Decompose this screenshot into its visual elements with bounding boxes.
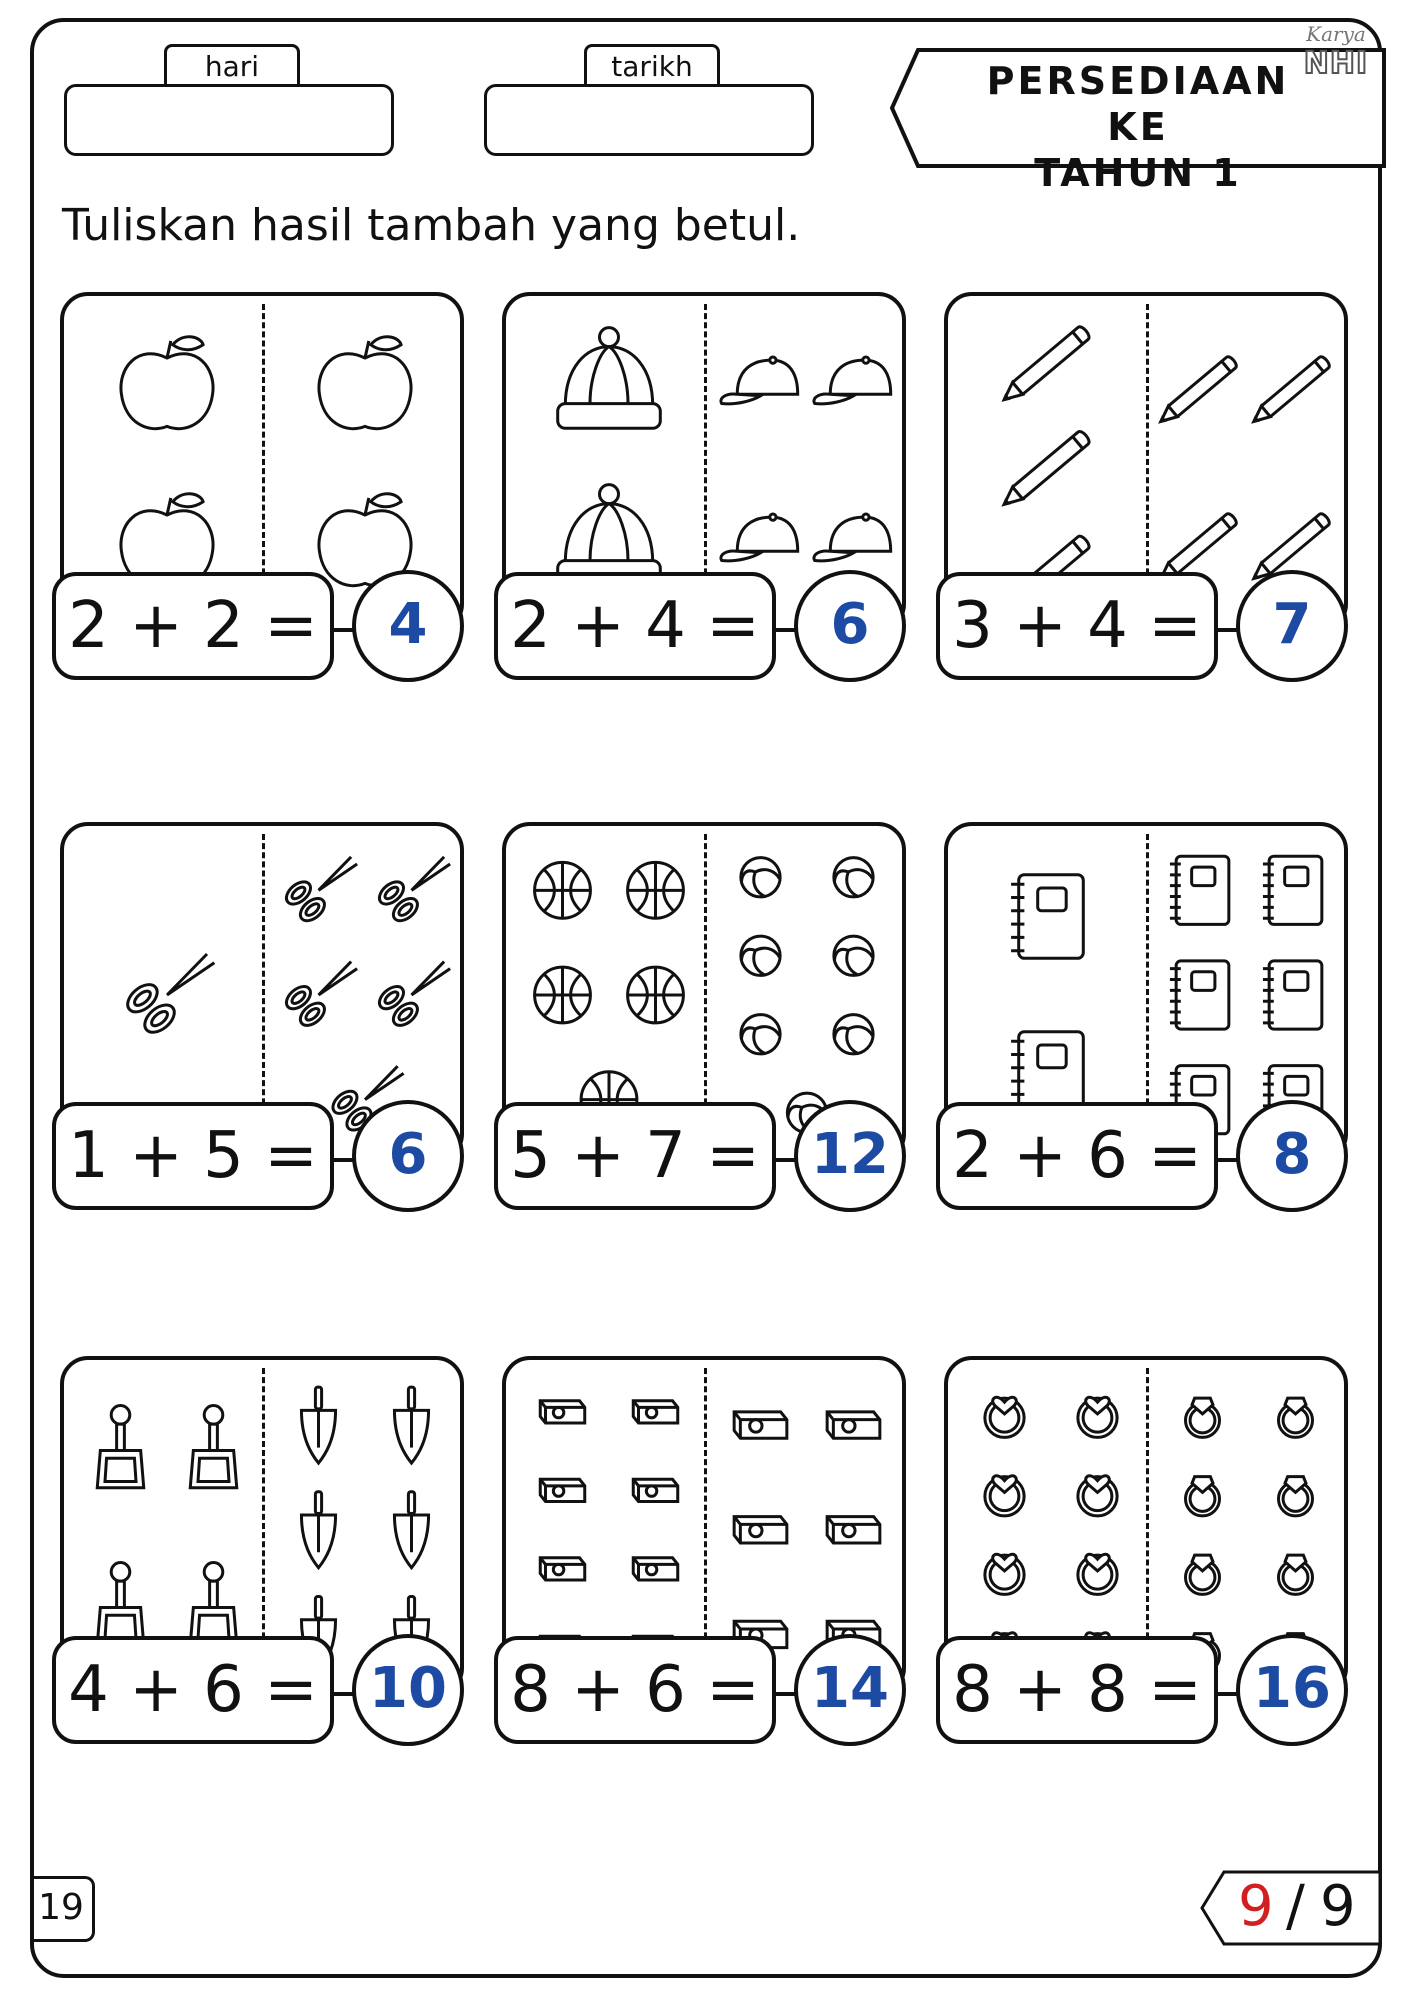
sharpener-icon <box>540 1558 584 1580</box>
diamond-ring-icon <box>1185 1477 1219 1516</box>
page-number: 19 <box>30 1876 95 1942</box>
heart-ring-icon <box>985 1397 1024 1437</box>
banner-line-1: PERSEDIAAN KE <box>986 59 1290 149</box>
answer-circle[interactable]: 16 <box>1236 1634 1348 1746</box>
answer-circle[interactable]: 10 <box>352 1634 464 1746</box>
scissors-icon <box>123 940 226 1037</box>
beanie-icon <box>558 328 661 429</box>
brand-mark: NHI <box>1303 46 1369 81</box>
answer-circle[interactable]: 7 <box>1236 570 1348 682</box>
cap-icon <box>814 357 891 404</box>
sharpener-icon <box>540 1479 584 1501</box>
page-counter <box>1196 1868 1382 1948</box>
banner-title <box>948 58 1328 196</box>
date-label: tarikh <box>584 44 720 89</box>
heart-ring-icon <box>985 1476 1024 1516</box>
trowel-icon <box>394 1387 428 1463</box>
spade-icon <box>97 1563 144 1645</box>
cap-icon <box>721 514 798 561</box>
equation-box: 4 + 6 = <box>52 1636 334 1744</box>
scissors-icon <box>375 846 459 926</box>
answer-circle[interactable]: 14 <box>794 1634 906 1746</box>
pencil-icon <box>999 325 1091 406</box>
date-input-box[interactable] <box>484 84 814 156</box>
equation-box: 2 + 6 = <box>936 1102 1218 1210</box>
heart-ring-icon <box>985 1554 1024 1594</box>
equation-box: 2 + 4 = <box>494 572 776 680</box>
diamond-ring-icon <box>1278 1555 1312 1594</box>
equation-box: 8 + 8 = <box>936 1636 1218 1744</box>
diamond-ring-icon <box>1278 1398 1312 1437</box>
heart-ring-icon <box>1078 1476 1117 1516</box>
diamond-ring-icon <box>1185 1555 1219 1594</box>
basketball-icon <box>628 967 684 1023</box>
beach-ball-icon <box>834 858 873 897</box>
apple-icon <box>319 337 411 429</box>
pencil-icon <box>1156 355 1238 427</box>
equation-box: 8 + 6 = <box>494 1636 776 1744</box>
notebook-icon <box>1263 961 1322 1029</box>
sharpener-icon <box>827 1412 880 1438</box>
day-label: hari <box>164 44 300 89</box>
spade-icon <box>97 1406 144 1488</box>
scissors-icon <box>282 950 366 1030</box>
answer-circle[interactable]: 6 <box>794 570 906 682</box>
equation-box: 5 + 7 = <box>494 1102 776 1210</box>
page-separator: / <box>1286 1874 1305 1939</box>
notebook-icon <box>1011 875 1083 959</box>
trowel-icon <box>301 1387 335 1463</box>
equation-box: 3 + 4 = <box>936 572 1218 680</box>
heart-ring-icon <box>1078 1397 1117 1437</box>
beach-ball-icon <box>834 1015 873 1054</box>
notebook-icon <box>1170 856 1229 924</box>
sharpener-icon <box>734 1412 787 1438</box>
beanie-icon <box>558 485 661 586</box>
banner-line-2: TAHUN 1 <box>1034 151 1242 195</box>
day-input-box[interactable] <box>64 84 394 156</box>
sharpener-icon <box>734 1517 787 1543</box>
scissors-icon <box>282 846 366 926</box>
sharpener-icon <box>633 1558 677 1580</box>
answer-circle[interactable]: 4 <box>352 570 464 682</box>
basketball-icon <box>628 862 684 918</box>
scissors-icon <box>375 950 459 1030</box>
sharpener-icon <box>827 1517 880 1543</box>
spade-icon <box>190 1406 237 1488</box>
pencil-icon <box>1249 355 1331 427</box>
sharpener-icon <box>633 1401 677 1423</box>
brand-logo <box>1296 22 1376 81</box>
cap-icon <box>814 514 891 561</box>
cap-icon <box>721 357 798 404</box>
beach-ball-icon <box>741 936 780 975</box>
sharpener-icon <box>633 1479 677 1501</box>
answer-circle[interactable]: 6 <box>352 1100 464 1212</box>
answer-circle[interactable]: 12 <box>794 1100 906 1212</box>
beach-ball-icon <box>741 858 780 897</box>
diamond-ring-icon <box>1185 1398 1219 1437</box>
trowel-icon <box>301 1492 335 1568</box>
notebook-icon <box>1170 961 1229 1029</box>
trowel-icon <box>394 1492 428 1568</box>
total-pages: 9 <box>1320 1874 1356 1939</box>
beach-ball-icon <box>834 936 873 975</box>
notebook-icon <box>1263 856 1322 924</box>
instruction-text: Tuliskan hasil tambah yang betul. <box>62 200 801 251</box>
current-page: 9 <box>1238 1874 1274 1939</box>
pencil-icon <box>999 430 1091 511</box>
diamond-ring-icon <box>1278 1477 1312 1516</box>
brand-script: Karya <box>1306 22 1366 46</box>
spade-icon <box>190 1563 237 1645</box>
answer-circle[interactable]: 8 <box>1236 1100 1348 1212</box>
equation-box: 1 + 5 = <box>52 1102 334 1210</box>
basketball-icon <box>535 967 591 1023</box>
apple-icon <box>121 337 213 429</box>
sharpener-icon <box>540 1401 584 1423</box>
beach-ball-icon <box>741 1015 780 1054</box>
equation-box: 2 + 2 = <box>52 572 334 680</box>
heart-ring-icon <box>1078 1554 1117 1594</box>
basketball-icon <box>535 862 591 918</box>
